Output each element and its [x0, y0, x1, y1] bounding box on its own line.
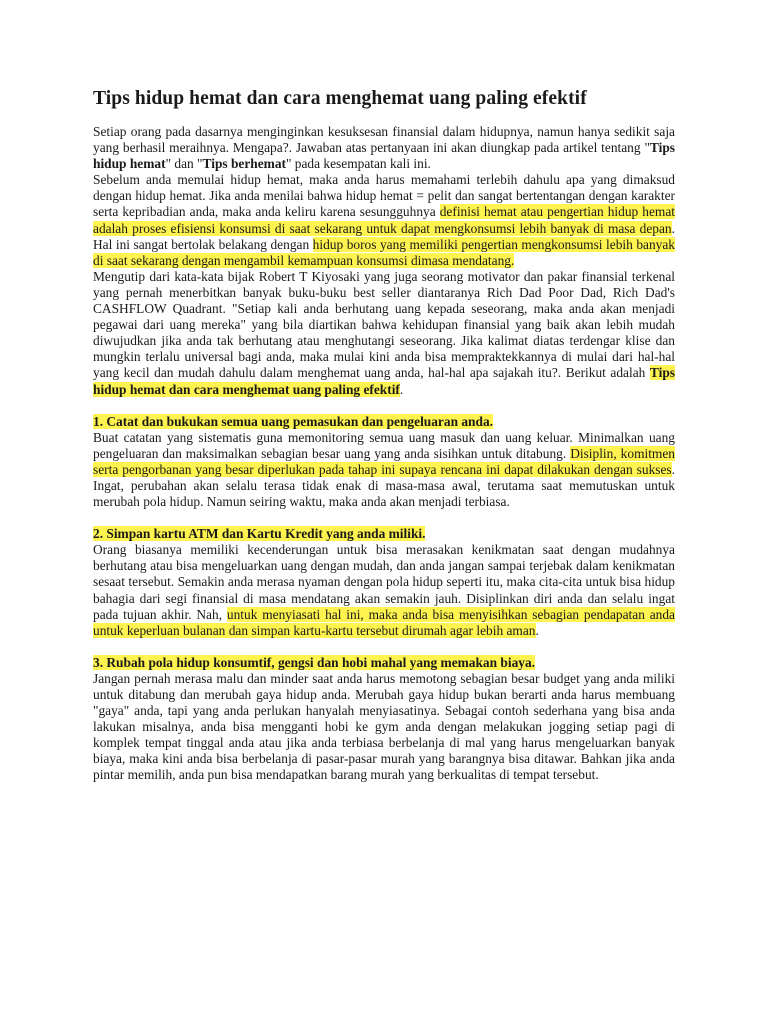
- text-run: Orang biasanya memiliki kecenderungan untuk bisa merasakan kenikmatan saat dengan mudahnya berhutang atau bisa mengeluarkan uang dengan mudah, dan anda jangan sampai terjebak dalam kenikmatan sesaat tersebut. Semakin anda merasa nyaman dengan pola hidup seperti itu, maka cita-cita untuk bisa hidup bahagia dari segi finansial di masa mendatang akan semakin jauh. Disiplinkan diri anda dan selalu ingat pada tujuan akhir. Nah,: [93, 542, 675, 622]
- section-paragraph-3: [93, 671, 675, 784]
- document-page: [93, 86, 675, 784]
- heading-text: 2. Simpan kartu ATM dan Kartu Kredit yang anda miliki.: [93, 526, 426, 542]
- text-run: .: [399, 381, 404, 397]
- text-run: Mengutip dari kata-kata bijak Robert T Kiyosaki yang juga seorang motivator dan pakar finansial terkenal yang pernah menerbitkan banyak buku-buku best seller diantaranya Rich Dad Poor Dad, Rich Dad's CASHFLOW Quadrant. "Setiap kali anda berhutang uang kepada seseorang, maka anda akan menjadi pegawai dari uang mereka" yang bila diartikan bahwa kehidupan finansial yang baik akan lebih mudah diwujudkan jika anda tak berhutang atau menghutangi seseorang. Jika kalimat diatas terdengar klise dan mungkin terlalu universal bagi anda, maka mulai kini anda bisa mempraktekkannya di mulai dari hal-hal yang kecil dan mudah dahulu dalam menghemat uang anda, hal-hal apa sajakah itu?. Berikut adalah: [93, 268, 675, 381]
- highlighted-bold-text: Tips hidup hemat dan cara menghemat uang paling efektif: [93, 365, 675, 397]
- section-paragraph-2: [93, 542, 675, 639]
- highlighted-text: definisi hemat atau pengertian hidup hemat adalah proses efisiensi konsumsi di saat sekarang untuk dapat mengkonsumsi lebih banyak di masa depan: [93, 204, 676, 236]
- section-paragraph-1: [93, 430, 675, 510]
- highlighted-text: Disiplin, komitmen serta pengorbanan yang besar diperlukan pada tahap ini supaya rencana ini dapat dilakukan dengan sukses: [93, 445, 675, 477]
- intro-paragraph-1: [93, 124, 675, 172]
- spacer: [93, 639, 675, 655]
- text-run: . Hal ini sangat bertolak belakang dengan: [93, 220, 675, 252]
- text-run: . Ingat, perubahan akan selalu terasa tidak enak di masa-masa awal, terutama saat memutuskan untuk merubah pola hidup. Namun seiring waktu, maka anda akan menjadi terbiasa.: [93, 461, 675, 510]
- text-run: Jangan pernah merasa malu dan minder saat anda harus memotong sebagian besar budget yang anda miliki untuk ditabung dan merubah gaya hidup anda. Merubah gaya hidup bukan berarti anda harus membuang "gaya" anda, tapi yang anda perlukan hanyalah menyiasatinya. Sebagai contoh sederhana yang bisa anda lakukan misalnya, anda bisa mengganti hobi ke gym anda dengan melakukan jogging setiap pagi di komplek tempat tinggal anda atau jika anda terbiasa berbelanja di mal yang harus mengeluarkan banyak biaya, maka kini anda bisa berbelanja di pasar-pasar murah yang barangnya bisa ditawar. Bahkan jika anda pintar memilih, anda pun bisa mendapatkan barang murah yang berkualitas di tempat tersebut.: [93, 670, 675, 783]
- text-run: " pada kesempatan kali ini.: [285, 156, 431, 172]
- document-title: Tips hidup hemat dan cara menghemat uang paling efektif: [93, 88, 587, 109]
- highlighted-text: untuk menyiasati hal ini, maka anda bisa menyisihkan sebagian pendapatan anda untuk keperluan bulanan dan simpan kartu-kartu tersebut dirumah agar lebih aman: [93, 606, 676, 638]
- bold-term: Tips hidup hemat: [93, 140, 675, 172]
- spacer: [93, 398, 675, 414]
- section-heading-2: [93, 526, 675, 542]
- section-heading-3: [93, 655, 675, 671]
- intro-paragraph-3: [93, 269, 675, 398]
- text-run: .: [535, 622, 539, 638]
- text-run: Setiap orang pada dasarnya menginginkan kesuksesan finansial dalam hidupnya, namun hanya sedikit saja yang berhasil meraihnya. Mengapa?. Jawaban atas pertanyaan ini akan diungkap pada artikel tentang ": [93, 124, 675, 156]
- bold-term: Tips berhemat: [202, 156, 286, 172]
- section-heading-1: [93, 414, 675, 430]
- text-run: Buat catatan yang sistematis guna memonitoring semua uang masuk dan uang keluar. Minimalkan uang pengeluaran dan maksimalkan sebagian besar uang yang anda sisihkan untuk ditabung.: [93, 429, 675, 461]
- heading-text: 3. Rubah pola hidup konsumtif, gengsi dan hobi mahal yang memakan biaya.: [93, 654, 536, 670]
- spacer: [93, 510, 675, 526]
- highlighted-text: hidup boros yang memiliki pengertian mengkonsumsi lebih banyak di saat sekarang dengan mengambil kemampuan konsumsi dimasa mendatang.: [93, 236, 675, 268]
- heading-text: 1. Catat dan bukukan semua uang pemasukan dan pengeluaran anda.: [93, 413, 493, 429]
- intro-paragraph-2: [93, 172, 675, 269]
- text-run: Sebelum anda memulai hidup hemat, maka anda harus memahami terlebih dahulu apa yang dimaksud dengan hidup hemat. Jika anda menilai bahwa hidup hemat = pelit dan sangat bertentangan dengan karakter serta kepribadian anda, maka anda keliru karena sesungguhnya: [93, 172, 675, 220]
- text-run: " dan ": [165, 156, 203, 172]
